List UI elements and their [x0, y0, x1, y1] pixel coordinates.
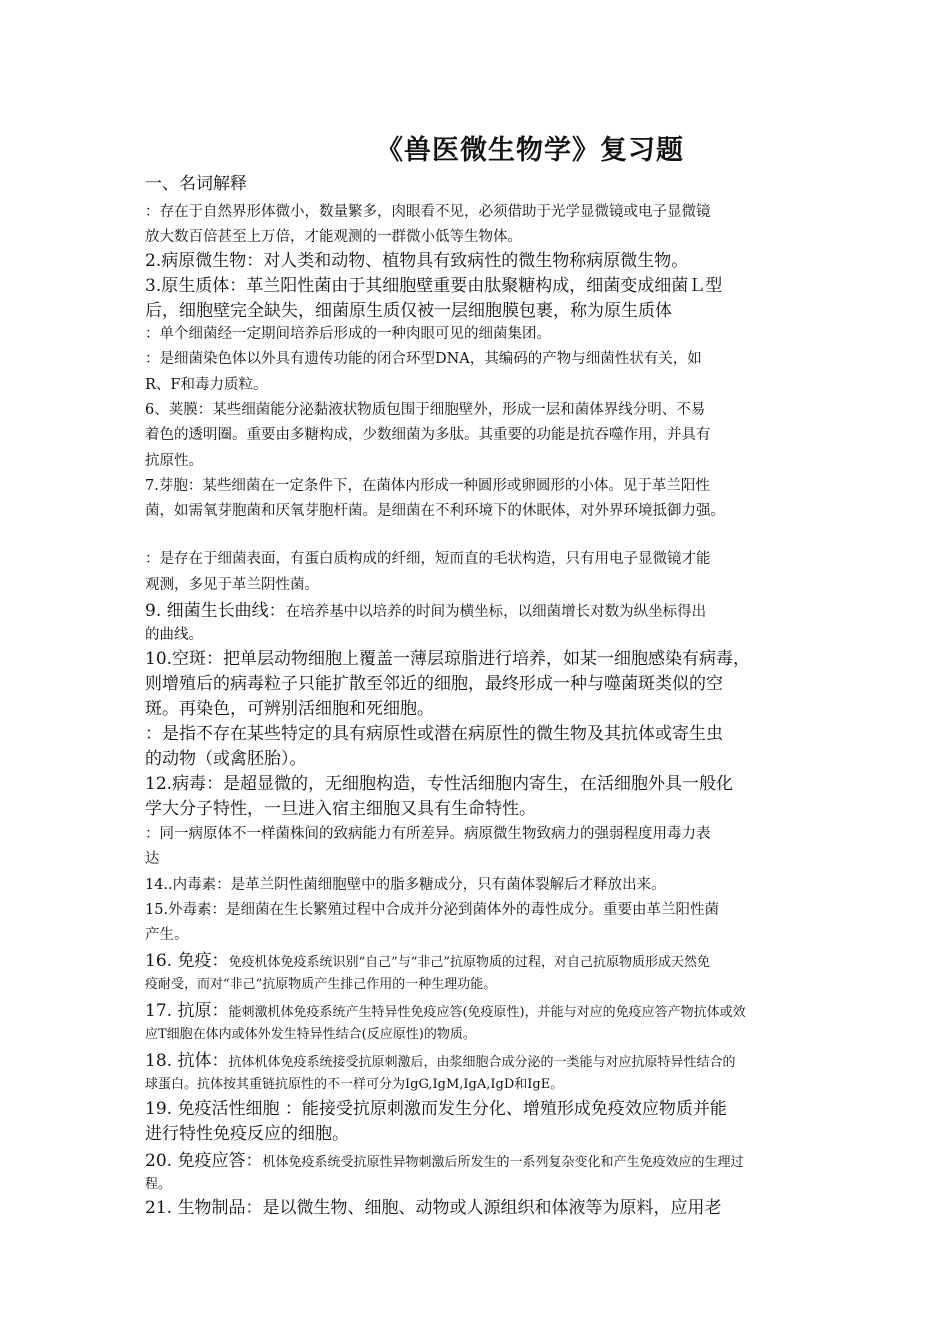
- text-line: 着色的透明圈。重要由多糖构成，少数细菌为多肽。其重要的功能是抗吞噬作用，并具有: [145, 427, 711, 443]
- text-line: ：单个细菌经一定期间培养后形成的一种肉眼可见的细菌集团。: [145, 326, 551, 342]
- text-line: 后，细胞壁完全缺失，细菌原生质仅被一层细胞膜包裹，称为原生质体: [145, 301, 672, 321]
- text-line: 观测，多见于革兰阴性菌。: [145, 577, 319, 593]
- term-definition: 抗体机体免疫系统接受抗原刺激后，由浆细胞合成分泌的一类能与对应抗原特异性结合的: [228, 1055, 736, 1070]
- text-line: ：同一病原体不一样菌株间的致病能力有所差异。病原微生物致病力的强弱程度用毒力表: [145, 826, 711, 842]
- text-line: 疫耐受，而对“非己”抗原物质产生排己作用的一种生理功能。: [145, 977, 497, 992]
- text-line: 2.病原微生物：对人类和动物、植物具有致病性的微生物称病原微生物。: [145, 251, 689, 271]
- text-line: 抗原性。: [145, 453, 203, 469]
- term-label: 17. 抗原：: [145, 1001, 229, 1021]
- term-definition: 免疫机体免疫系统识别“自己”与“非己”抗原物质的过程，对自己抗原物质形成天然免: [228, 955, 711, 970]
- text-line: R、F和毒力质粒。: [145, 377, 268, 393]
- text-line: 斑。再染色，可辨别活细胞和死细胞。: [145, 699, 434, 719]
- text-line: 3.原生质体：革兰阳性菌由于其细胞壁重要由肽聚糖构成，细菌变成细菌Ｌ型: [145, 276, 723, 296]
- text-line: 菌，如需氧芽胞菌和厌氧芽胞杆菌。是细菌在不利环境下的休眠体，对外界环境抵御力强。: [145, 503, 725, 519]
- term-label: 16. 免疫：: [145, 951, 229, 971]
- text-line: [145, 1153, 743, 1170]
- term-definition: 能刺激机体免疫系统产生特异性免疫应答(免疫原性)，并能与对应的免疫应答产物抗体或效: [228, 1005, 746, 1020]
- text-line: ：是指不存在某些特定的具有病原性或潜在病原性的微生物及其抗体或寄生虫: [145, 724, 723, 744]
- term-definition: 在培养基中以培养的时间为横坐标，以细菌增长对数为纵坐标得出: [285, 604, 707, 620]
- text-line: ：是存在于细菌表面，有蛋白质构成的纤细，短而直的毛状构造，只有用电子显微镜才能: [145, 551, 711, 567]
- text-line: 19. 免疫活性细胞 ：能接受抗原刺激而发生分化、增殖形成免疫效应物质并能: [145, 1099, 727, 1119]
- text-line: [145, 1053, 735, 1070]
- text-line: 进行特性免疫反应的细胞。: [145, 1124, 349, 1144]
- text-line: 7.芽胞：某些细菌在一定条件下，在菌体内形成一种圆形或卵圆形的小体。见于革兰阳性: [145, 478, 710, 494]
- text-line: 球蛋白。抗体按其重链抗原性的不一样可分为IgG,IgM,IgA,IgD和IgE。: [145, 1077, 564, 1092]
- text-line: 应T细胞在体内或体外发生特异性结合(反应原性)的物质。: [145, 1027, 476, 1042]
- term-label: 9. 细菌生长曲线：: [145, 601, 286, 621]
- text-line: 6、荚膜：某些细菌能分泌黏液状物质包围于细胞壁外，形成一层和菌体界线分明、不易: [145, 402, 706, 418]
- text-line: [145, 1003, 746, 1020]
- text-line: 产生。: [145, 927, 189, 943]
- text-line: 10.空斑：把单层动物细胞上覆盖一薄层琼脂进行培养，如某一细胞感染有病毒，: [145, 649, 751, 669]
- term-label: 18. 抗体：: [145, 1051, 229, 1071]
- text-line: 的动物（或禽胚胎）。: [145, 749, 307, 769]
- text-line: 14..内毒素：是革兰阴性菌细胞壁中的脂多糖成分，只有菌体裂解后才释放出来。: [145, 877, 666, 893]
- term-definition: 机体免疫系统受抗原性异物刺激后所发生的一系列复杂变化和产生免疫效应的生理过: [262, 1155, 744, 1170]
- term-label: 20. 免疫应答：: [145, 1151, 263, 1171]
- text-line: 的曲线。: [145, 627, 203, 643]
- text-line: [145, 953, 710, 970]
- text-line: 则增殖后的病毒粒子只能扩散至邻近的细胞，最终形成一种与噬菌斑类似的空: [145, 674, 723, 694]
- section-heading: 一、名词解释: [145, 174, 247, 194]
- text-line: ：是细菌染色体以外具有遗传功能的闭合环型DNA，其编码的产物与细菌性状有关，如: [145, 351, 702, 367]
- text-line: 程。: [145, 1177, 172, 1192]
- text-line: 12.病毒：是超显微的，无细胞构造，专性活细胞内寄生，在活细胞外具一般化: [145, 774, 734, 794]
- text-line: ：存在于自然界形体微小，数量繁多，肉眼看不见，必须借助于光学显微镜或电子显微镜: [145, 204, 711, 220]
- text-line: 学大分子特性，一旦进入宿主细胞又具有生命特性。: [145, 799, 536, 819]
- document-title: 《兽医微生物学》复习题: [376, 135, 684, 166]
- text-line: 21. 生物制品：是以微生物、细胞、动物或人源组织和体液等为原料，应用老: [145, 1198, 722, 1218]
- text-line: [145, 603, 706, 620]
- text-line: 放大数百倍甚至上万倍，才能观测的一群微小低等生物体。: [145, 229, 522, 245]
- text-line: 15.外毒素：是细菌在生长繁殖过程中合成并分泌到菌体外的毒性成分。重要由革兰阳性菌: [145, 902, 720, 918]
- text-line: 达: [145, 851, 160, 867]
